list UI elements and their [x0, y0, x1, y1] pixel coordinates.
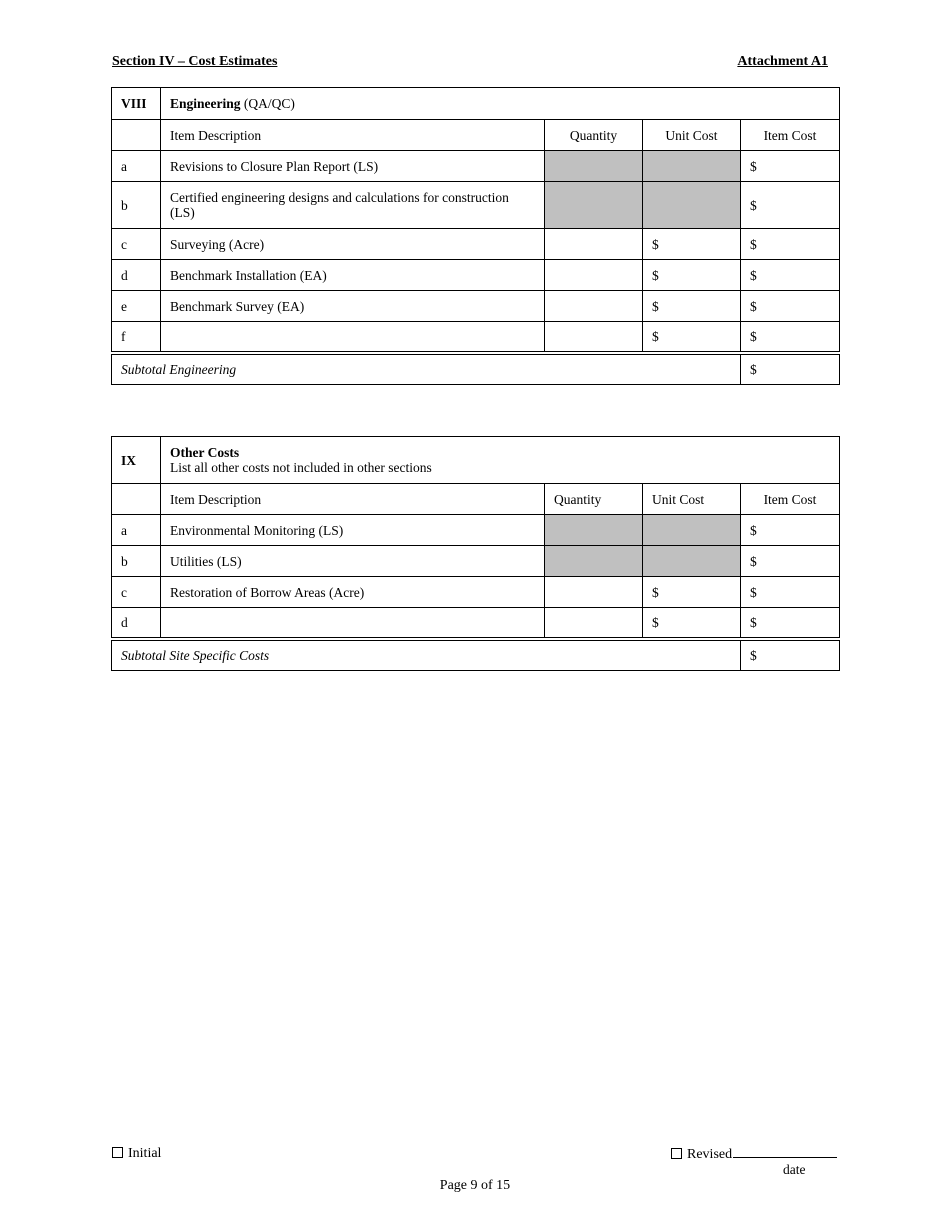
subtotal-label: Subtotal Site Specific Costs: [112, 639, 741, 671]
row-id: d: [112, 608, 161, 639]
revised-date-line[interactable]: [733, 1146, 837, 1158]
section-subtitle: List all other costs not included in other sections: [170, 460, 432, 475]
row-description: Benchmark Installation (EA): [161, 260, 545, 291]
subtotal-label: Subtotal Engineering: [112, 353, 741, 385]
row-description: Utilities (LS): [161, 546, 545, 577]
quantity-cell[interactable]: [545, 260, 643, 291]
table-row: [112, 229, 840, 260]
revised-option[interactable]: [671, 1146, 837, 1163]
unit-cost-cell[interactable]: $: [643, 322, 741, 353]
table-row: [112, 182, 840, 229]
table-row: [112, 260, 840, 291]
row-description: Certified engineering designs and calculations for construction (LS): [161, 182, 545, 229]
section-title: Engineering: [170, 96, 241, 111]
quantity-cell[interactable]: [545, 577, 643, 608]
col-description: Item Description: [161, 484, 545, 515]
row-id: c: [112, 229, 161, 260]
unit-cost-cell-shaded: [643, 182, 741, 229]
row-id: d: [112, 260, 161, 291]
quantity-cell-shaded: [545, 182, 643, 229]
quantity-cell-shaded: [545, 546, 643, 577]
section-header-row: [112, 88, 840, 120]
item-cost-cell[interactable]: $: [741, 260, 840, 291]
section-title-suffix: (QA/QC): [240, 96, 295, 111]
table-row: [112, 322, 840, 353]
row-description[interactable]: [161, 608, 545, 639]
quantity-cell[interactable]: [545, 322, 643, 353]
item-cost-cell[interactable]: $: [741, 577, 840, 608]
attachment-heading: Attachment A1: [737, 54, 828, 69]
section-number: VIII: [112, 88, 161, 120]
item-cost-cell[interactable]: $: [741, 322, 840, 353]
blank-cell: [112, 120, 161, 151]
quantity-cell-shaded: [545, 151, 643, 182]
engineering-cost-table: [111, 87, 840, 385]
section-heading: Section IV – Cost Estimates: [112, 54, 278, 69]
quantity-cell[interactable]: [545, 229, 643, 260]
table-row: [112, 608, 840, 639]
table-row: [112, 151, 840, 182]
section-number: IX: [112, 437, 161, 484]
item-cost-cell[interactable]: $: [741, 515, 840, 546]
item-cost-cell[interactable]: $: [741, 182, 840, 229]
page-number: Page 9 of 15: [439, 1178, 511, 1193]
table-row: [112, 546, 840, 577]
unit-cost-cell-shaded: [643, 151, 741, 182]
revised-label: Revised: [687, 1147, 733, 1162]
item-cost-cell[interactable]: $: [741, 608, 840, 639]
col-unit-cost: Unit Cost: [643, 120, 741, 151]
col-quantity: Quantity: [545, 484, 643, 515]
subtotal-value[interactable]: $: [741, 353, 840, 385]
checkbox-icon[interactable]: [112, 1147, 123, 1158]
item-cost-cell[interactable]: $: [741, 546, 840, 577]
col-item-cost: Item Cost: [741, 120, 840, 151]
subtotal-value[interactable]: $: [741, 639, 840, 671]
section-title-cell: [161, 88, 840, 120]
section-title: Other Costs: [170, 445, 240, 460]
unit-cost-cell[interactable]: $: [643, 229, 741, 260]
unit-cost-cell-shaded: [643, 515, 741, 546]
unit-cost-cell[interactable]: $: [643, 577, 741, 608]
subtotal-row: [112, 353, 840, 385]
column-header-row: [112, 484, 840, 515]
quantity-cell-shaded: [545, 515, 643, 546]
row-description: Environmental Monitoring (LS): [161, 515, 545, 546]
item-cost-cell[interactable]: $: [741, 229, 840, 260]
initial-label: Initial: [128, 1146, 162, 1161]
row-id: b: [112, 182, 161, 229]
unit-cost-cell[interactable]: $: [643, 260, 741, 291]
table-row: [112, 291, 840, 322]
table-row: [112, 577, 840, 608]
row-description: Surveying (Acre): [161, 229, 545, 260]
row-id: e: [112, 291, 161, 322]
row-description: Revisions to Closure Plan Report (LS): [161, 151, 545, 182]
row-description: Restoration of Borrow Areas (Acre): [161, 577, 545, 608]
col-item-cost: Item Cost: [741, 484, 840, 515]
row-id: f: [112, 322, 161, 353]
row-description[interactable]: [161, 322, 545, 353]
other-costs-table: [111, 436, 840, 671]
unit-cost-cell[interactable]: $: [643, 608, 741, 639]
row-description: Benchmark Survey (EA): [161, 291, 545, 322]
unit-cost-cell-shaded: [643, 546, 741, 577]
row-id: a: [112, 151, 161, 182]
row-id: a: [112, 515, 161, 546]
unit-cost-cell[interactable]: $: [643, 291, 741, 322]
row-id: c: [112, 577, 161, 608]
date-caption: date: [783, 1162, 806, 1177]
blank-cell: [112, 484, 161, 515]
item-cost-cell[interactable]: $: [741, 151, 840, 182]
checkbox-icon[interactable]: [671, 1148, 682, 1159]
initial-option[interactable]: [112, 1146, 161, 1162]
col-description: Item Description: [161, 120, 545, 151]
col-quantity: Quantity: [545, 120, 643, 151]
subtotal-row: [112, 639, 840, 671]
section-header-row: [112, 437, 840, 484]
col-unit-cost: Unit Cost: [643, 484, 741, 515]
item-cost-cell[interactable]: $: [741, 291, 840, 322]
section-title-cell: [161, 437, 840, 484]
table-row: [112, 515, 840, 546]
quantity-cell[interactable]: [545, 291, 643, 322]
quantity-cell[interactable]: [545, 608, 643, 639]
column-header-row: [112, 120, 840, 151]
row-id: b: [112, 546, 161, 577]
